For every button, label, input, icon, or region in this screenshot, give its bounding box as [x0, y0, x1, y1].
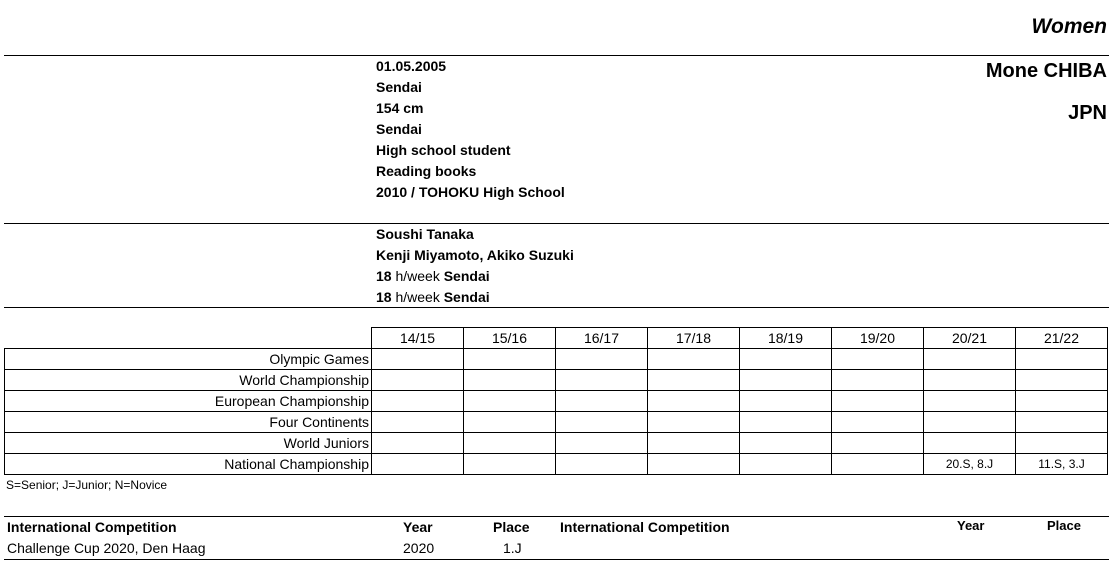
event-name: World Juniors — [5, 433, 372, 454]
divider-bottom — [4, 559, 1109, 560]
result-cell — [464, 433, 556, 454]
practice-unit: h/week — [395, 268, 440, 284]
result-cell — [1016, 391, 1108, 412]
coaching-value — [376, 266, 490, 287]
bio-value: Sendai — [376, 121, 422, 137]
result-cell — [648, 412, 740, 433]
coaching-value — [376, 287, 490, 308]
result-cell — [924, 349, 1016, 370]
practice-hours: 18 — [376, 289, 392, 305]
table-row — [5, 391, 1108, 412]
divider-bio — [4, 223, 1109, 224]
athlete-country: JPN — [1068, 102, 1107, 124]
divider-top — [4, 55, 1109, 56]
result-cell — [1016, 370, 1108, 391]
table-row — [5, 349, 1108, 370]
result-cell — [832, 370, 924, 391]
result-cell — [464, 412, 556, 433]
result-cell — [924, 370, 1016, 391]
result-cell — [372, 433, 464, 454]
result-cell — [924, 391, 1016, 412]
season-header: 15/16 — [464, 328, 556, 349]
table-row — [5, 454, 1108, 475]
result-cell — [464, 454, 556, 475]
result-cell — [740, 433, 832, 454]
season-header: 20/21 — [924, 328, 1016, 349]
result-cell — [372, 391, 464, 412]
event-name: European Championship — [5, 391, 372, 412]
result-cell — [556, 349, 648, 370]
result-cell — [1016, 349, 1108, 370]
result-cell — [648, 370, 740, 391]
practice-unit: h/week — [395, 289, 440, 305]
season-header: 17/18 — [648, 328, 740, 349]
result-cell — [924, 433, 1016, 454]
event-name: World Championship — [5, 370, 372, 391]
bio-value: 01.05.2005 — [376, 58, 447, 74]
category-label: Women — [1031, 15, 1107, 38]
coaching-value: Soushi Tanaka — [376, 226, 474, 242]
result-cell — [648, 391, 740, 412]
divider-coaching — [4, 307, 1109, 308]
result-cell — [740, 412, 832, 433]
result-cell — [556, 412, 648, 433]
result-cell — [556, 391, 648, 412]
result-cell — [832, 433, 924, 454]
result-cell — [372, 454, 464, 475]
result-cell — [464, 370, 556, 391]
practice-place: Sendai — [443, 268, 490, 284]
result-cell — [648, 349, 740, 370]
event-name: Olympic Games — [5, 349, 372, 370]
result-cell — [924, 412, 1016, 433]
seasons-corner — [5, 328, 372, 349]
result-cell: 20.S, 8.J — [924, 454, 1016, 475]
intl-header-place: Place — [493, 519, 530, 535]
season-header: 19/20 — [832, 328, 924, 349]
result-cell — [832, 454, 924, 475]
result-cell — [648, 433, 740, 454]
season-header: 14/15 — [372, 328, 464, 349]
result-cell — [740, 454, 832, 475]
intl-header-competition: International Competition — [7, 519, 177, 535]
result-cell — [648, 454, 740, 475]
coaching-value: Kenji Miyamoto, Akiko Suzuki — [376, 247, 574, 263]
result-cell — [832, 412, 924, 433]
season-header: 18/19 — [740, 328, 832, 349]
result-cell — [372, 412, 464, 433]
bio-value: 154 cm — [376, 100, 424, 116]
result-cell — [740, 349, 832, 370]
result-cell — [372, 370, 464, 391]
divider-international — [4, 516, 1109, 517]
result-cell — [556, 433, 648, 454]
result-cell: 11.S, 3.J — [1016, 454, 1108, 475]
practice-hours: 18 — [376, 268, 392, 284]
intl-competition: Challenge Cup 2020, Den Haag — [7, 540, 206, 556]
intl-header-place-2: Place — [1047, 518, 1081, 533]
legend-text: S=Senior; J=Junior; N=Novice — [6, 478, 168, 492]
result-cell — [1016, 433, 1108, 454]
result-cell — [372, 349, 464, 370]
seasons-table — [4, 327, 1108, 475]
intl-header-competition-2: International Competition — [560, 519, 730, 535]
result-cell — [464, 349, 556, 370]
event-name: National Championship — [5, 454, 372, 475]
table-row — [5, 412, 1108, 433]
seasons-header-row — [5, 328, 1108, 349]
table-row — [5, 433, 1108, 454]
practice-place: Sendai — [443, 289, 490, 305]
table-row — [5, 370, 1108, 391]
result-cell — [832, 391, 924, 412]
season-header: 21/22 — [1016, 328, 1108, 349]
intl-place: 1.J — [503, 540, 522, 556]
bio-value: Sendai — [376, 79, 422, 95]
result-cell — [740, 391, 832, 412]
season-header: 16/17 — [556, 328, 648, 349]
athlete-name: Mone CHIBA — [985, 60, 1107, 82]
bio-value: Reading books — [376, 163, 477, 179]
result-cell — [556, 370, 648, 391]
event-name: Four Continents — [5, 412, 372, 433]
bio-value: 2010 / TOHOKU High School — [376, 184, 565, 200]
bio-value: High school student — [376, 142, 511, 158]
intl-year: 2020 — [403, 540, 435, 556]
result-cell — [832, 349, 924, 370]
result-cell — [1016, 412, 1108, 433]
result-cell — [556, 454, 648, 475]
intl-header-year: Year — [403, 519, 433, 535]
intl-header-year-2: Year — [957, 518, 985, 533]
result-cell — [740, 370, 832, 391]
result-cell — [464, 391, 556, 412]
